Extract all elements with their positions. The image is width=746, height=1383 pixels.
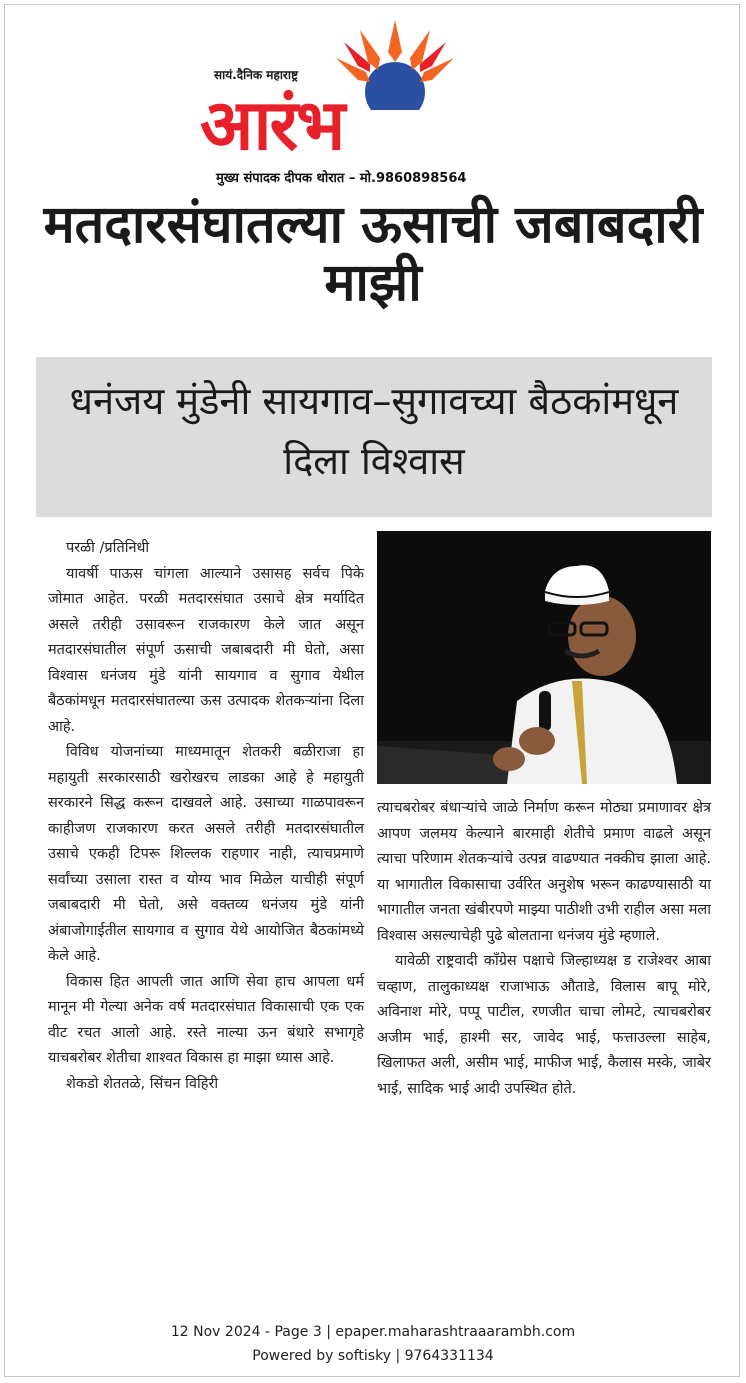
page-footer [0, 1320, 746, 1368]
article-column-left [48, 536, 364, 1097]
article-column-right [377, 796, 711, 1102]
paragraph: शेकडो शेततळे, सिंचन विहिरी [66, 1075, 219, 1092]
paragraph: विकास हित आपली जात आणि सेवा हाच आपला धर्म मानून मी गेल्या अनेक वर्ष मतदारसंघात विकासाची एक एक वीट रचत आलो आहे. रस्ते नाल्या ऊन बंधारे सभागृहे याचबरोबर शेतीचा शाश्वत विकास हा माझा ध्यास आहे. [48, 973, 364, 1066]
newspaper-logo: आरंभ [200, 84, 344, 166]
paragraph: विविध योजनांच्या माध्यमातून शेतकरी बळीराजा हा महायुती सरकारसाठी खरोखरच लाडका आहे हे महायुती सरकारने सिद्ध करून दाखवले आहे. उसाच्या गाळपावरून काहीजण राजकारण करत असले तरीही मतदारसंघातील उसाचे एकही टिपरू शिल्लक राहणार नाही, त्याचप्रमाणे सर्वांच्या उसाला रास्त व योग्य भाव मिळेल याचीही संपूर्ण जबाबदारी मी घेतो, असे वक्तव्य धनंजय मुंडे यांनी अंबाजोगाईतील सायगाव व सुगाव येथे आयोजित बैठकांमध्ये केले आहे. [48, 744, 364, 964]
footer-date-line: 12 Nov 2024 - Page 3 | epaper.maharashtraaarambh.com [170, 1324, 576, 1340]
article-photo [377, 531, 711, 784]
article-subheadline: धनंजय मुंडेनी सायगाव–सुगावच्या बैठकांमधून दिला विश्वास [69, 379, 679, 483]
byline: परळी /प्रतिनिधी [66, 540, 150, 556]
editor-contact-line: मुख्य संपादक दीपक थोरात – मो.9860898564 [216, 171, 467, 186]
masthead-tagline: सायं.दैनिक महाराष्ट्र [214, 68, 298, 82]
footer-credit-line: Powered by softisky | 9764331134 [252, 1348, 494, 1364]
article-headline: मतदारसंघातल्या ऊसाची जबाबदारी माझी [43, 195, 703, 313]
paragraph: त्याचबरोबर बंधाऱ्यांचे जाळे निर्माण करून मोठ्या प्रमाणावर क्षेत्र आपण जलमय केल्याने बारमाही शेतीचे प्रमाण वाढले असून त्याचा परिणाम शेतकऱ्यांचे उत्पन्न वाढण्यात नक्कीच झाला आहे. या भागातील विकासाचा उर्वरित अनुशेष भरून काढण्यासाठी या भागातील जनता खंबीरपणे माझ्या पाठीशी उभी राहील असा मला विश्वास असल्याचेही पुढे बोलताना धनंजय मुंडे म्हणाले. [377, 800, 711, 944]
paragraph: यावेळी राष्ट्रवादी काँग्रेस पक्षाचे जिल्हाध्यक्ष ड राजेश्वर आबा चव्हाण, तालुकाध्यक्ष राजाभाऊ औताडे, विलास बापू मोरे, अविनाश मोरे, पप्पू पाटील, रणजीत चाचा लोमटे, त्याचबरोबर अजीम भाई, हाश्मी सर, जावेद भाई, फत्ताउल्ला साहेब, खिलाफत अली, असीम भाई, माफीज भाई, कैलास मस्के, जाबेर भाई, सादिक भाई आदी उपस्थित होते. [377, 953, 711, 1097]
speaker-photo-illustration [377, 531, 711, 784]
subheadline-box [36, 357, 712, 517]
paragraph: यावर्षी पाऊस चांगला आल्याने उसासह सर्वच पिके जोमात आहेत. परळी मतदारसंघात उसाचे क्षेत्र मर्यादित असले तरीही उसावरून राजकारण केले जात असून मतदारसंघातील संपूर्ण ऊसाची जबाबदारी मी घेतो, असा विश्वास धनंजय मुंडे यांनी सायगाव व सुगाव येथील बैठकांमधून मतदारसंघातल्या ऊस उत्पादक शेतकऱ्यांना दिला आहे. [48, 565, 364, 735]
masthead [200, 18, 530, 188]
